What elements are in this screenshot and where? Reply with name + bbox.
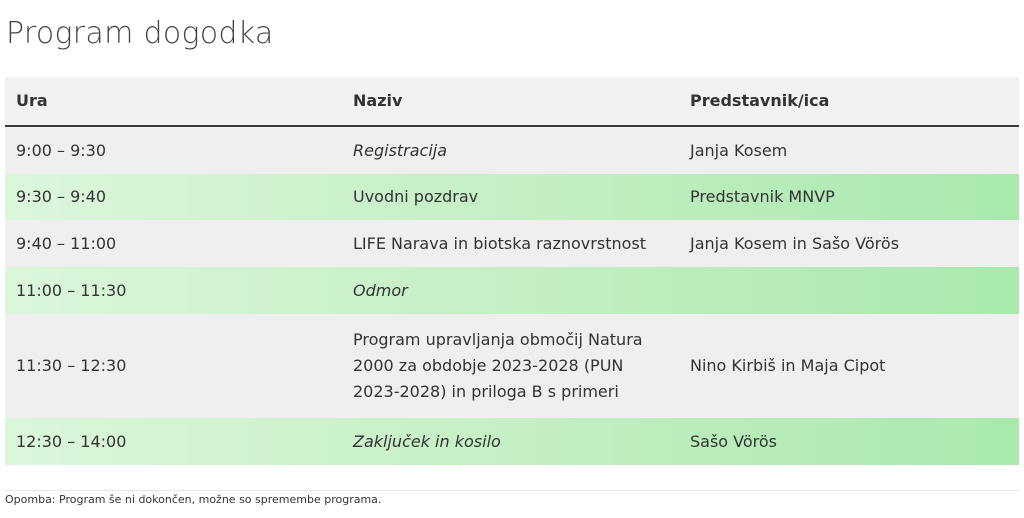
column-header-presenter: Predstavnik/ica: [679, 77, 1019, 126]
table-header-row: [5, 77, 1019, 126]
table-row: [5, 267, 1019, 314]
cell-presenter: Nino Kirbiš in Maja Cipot: [679, 314, 1019, 418]
table-row: [5, 418, 1019, 465]
column-header-name: Naziv: [342, 77, 679, 126]
cell-name: Uvodni pozdrav: [353, 187, 479, 206]
table-row: [5, 174, 1019, 220]
page-title: Program dogodka: [6, 16, 274, 51]
cell-time: 9:30 – 9:40: [16, 187, 107, 206]
cell-name: Registracija: [342, 126, 679, 174]
cell-time: 11:30 – 12:30: [5, 314, 342, 418]
cell-time: 9:40 – 11:00: [5, 220, 342, 267]
program-table: [5, 77, 1019, 465]
cell-time: 12:30 – 14:00: [16, 431, 127, 451]
cell-time: 9:00 – 9:30: [5, 126, 342, 174]
cell-presenter: Janja Kosem in Sašo Vörös: [679, 220, 1019, 267]
cell-presenter: Predstavnik MNVP: [690, 187, 835, 206]
table-row: [5, 314, 1019, 418]
column-header-time: Ura: [5, 77, 342, 126]
cell-name: Zaključek in kosilo: [353, 431, 501, 451]
footer-note: Opomba: Program še ni dokončen, možne so spremembe programa.: [5, 493, 382, 506]
cell-name: Program upravljanja območij Natura 2000 za obdobje 2023-2028 (PUN 2023-2028) in priloga B s primeri: [342, 314, 679, 418]
cell-time: 11:00 – 11:30: [16, 280, 127, 300]
cell-name: Odmor: [353, 280, 408, 300]
cell-presenter: Sašo Vörös: [690, 431, 778, 451]
table-row: [5, 126, 1019, 174]
cell-presenter: Janja Kosem: [679, 126, 1019, 174]
cell-name: LIFE Narava in biotska raznovrstnost: [342, 220, 679, 267]
footer-divider: [5, 490, 1019, 491]
table-row: [5, 220, 1019, 267]
cell-presenter: [679, 267, 1019, 314]
